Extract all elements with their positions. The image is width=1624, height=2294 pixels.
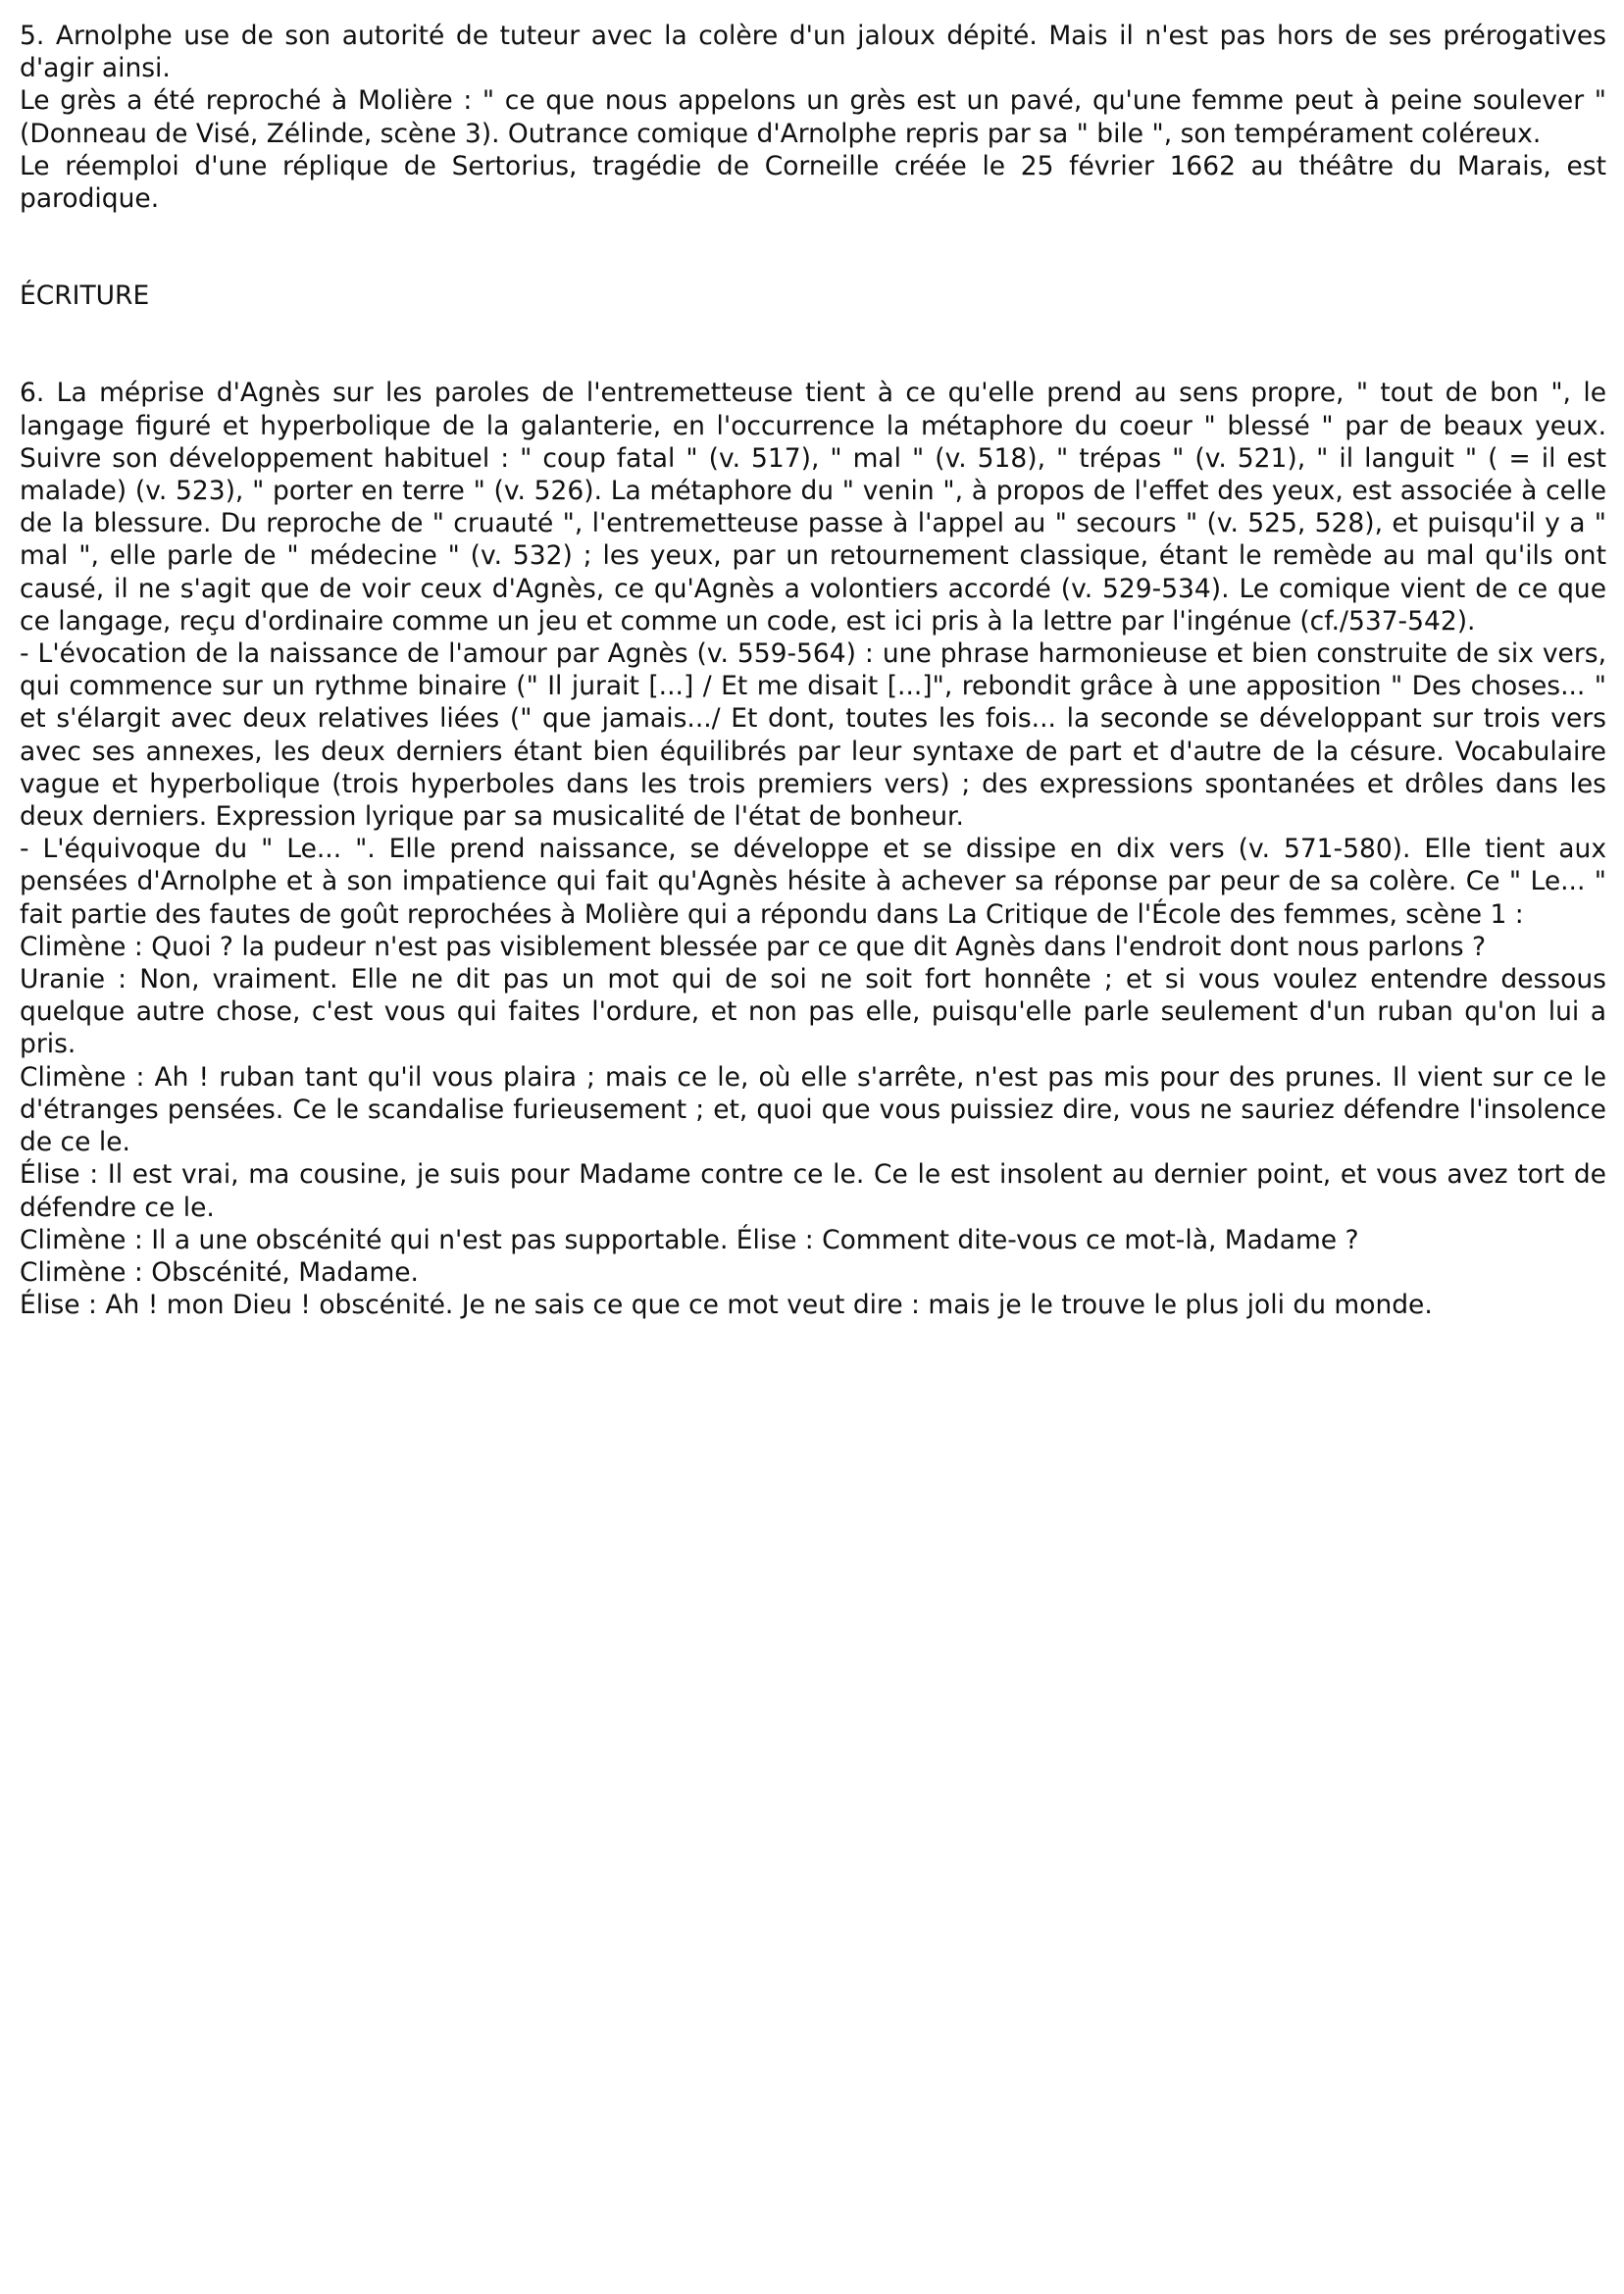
section5-paragraph-3: Le réemploi d'une réplique de Sertorius, tragédie de Corneille créée le 25 février 1662 au théâtre du Marais, est parodique. [20,150,1606,215]
section5-paragraph-2: Le grès a été reproché à Molière : " ce que nous appelons un grès est un pavé, qu'une femme peut à peine soulever " (Donneau de Visé, Zélinde, scène 3). Outrance comique d'Arnolphe repris par sa " bile ", son tempérament coléreux. [20,85,1606,149]
dialogue-line-climene-4: Climène : Obscénité, Madame. [20,1256,419,1288]
document-page [20,20,1606,1321]
section6-paragraph-1: 6. La méprise d'Agnès sur les paroles de l'entremetteuse tient à ce qu'elle prend au sens propre, " tout de bon ", le langage figuré et hyperbolique de la galanterie, en l'occurrence la métaphore du coeur " blessé " par de beaux yeux. Suivre son développement habituel : " coup fatal " (v. 517), " mal " (v. 518), " trépas " (v. 521), " il languit " ( = il est malade) (v. 523), " porter en terre " (v. 526). La métaphore du " venin ", à propos de l'effet des yeux, est associée à celle de la blessure. Du reproche de " cruauté ", l'entremetteuse passe à l'appel au " secours " (v. 525, 528), et puisqu'il y a " mal ", elle parle de " médecine " (v. 532) ; les yeux, par un retournement classique, étant le remède au mal qu'ils ont causé, il ne s'agit que de voir ceux d'Agnès, ce qu'Agnès a volontiers accordé (v. 529-534). Le comique vient de ce que ce langage, reçu d'ordinaire comme un jeu et comme un code, est ici pris à la lettre par l'ingénue (cf./537-542). [20,378,1606,637]
dialogue-line-climene-3: Climène : Il a une obscénité qui n'est pas supportable. Élise : Comment dite-vous ce mot-là, Madame ? [20,1224,1359,1255]
dialogue-line-climene-1: Climène : Quoi ? la pudeur n'est pas visiblement blessée par ce que dit Agnès dans l'endroit dont nous parlons ? [20,931,1487,962]
dialogue-line-elise-2: Élise : Ah ! mon Dieu ! obscénité. Je ne sais ce que ce mot veut dire : mais je le trouve le plus joli du monde. [20,1290,1433,1321]
section-heading: ÉCRITURE [20,280,150,312]
dialogue-line-elise-1: Élise : Il est vrai, ma cousine, je suis pour Madame contre ce le. Ce le est insolent au dernier point, et vous avez tort de défendre ce le. [20,1159,1606,1223]
section5-paragraph-1: 5. Arnolphe use de son autorité de tuteur avec la colère d'un jaloux dépité. Mais il n'est pas hors de ses prérogatives d'agir ainsi. [20,21,1606,84]
dialogue-line-uranie: Uranie : Non, vraiment. Elle ne dit pas un mot qui de soi ne soit fort honnête ; et si vous voulez entendre dessous quelque autre chose, c'est vous qui faites l'ordure, et non pas elle, puisqu'elle parle seulement d'un ruban qu'on lui a pris. [20,964,1606,1060]
section6-paragraph-3: - L'équivoque du " Le... ". Elle prend naissance, se développe et se dissipe en dix vers (v. 571-580). Elle tient aux pensées d'Arnolphe et à son impatience qui fait qu'Agnès hésite à achever sa réponse par peur de sa colère. Ce " Le... " fait partie des fautes de goût reprochées à Molière qui a répondu dans La Critique de l'École des femmes, scène 1 : [20,834,1606,930]
dialogue-line-climene-2: Climène : Ah ! ruban tant qu'il vous plaira ; mais ce le, où elle s'arrête, n'est pas mis pour des prunes. Il vient sur ce le d'étranges pensées. Ce le scandalise furieusement ; et, quoi que vous puissiez dire, vous ne sauriez défendre l'insolence de ce le. [20,1061,1606,1158]
section6-paragraph-2: - L'évocation de la naissance de l'amour par Agnès (v. 559-564) : une phrase harmonieuse et bien construite de six vers, qui commence sur un rythme binaire (" Il jurait [...] / Et me disait [...]", rebondit grâce à une apposition " Des choses... " et s'élargit avec deux relatives liées (" que jamais.../ Et dont, toutes les fois... la seconde se développant sur trois vers avec ses annexes, les deux derniers étant bien équilibrés par leur syntaxe de part et d'autre de la césure. Vocabulaire vague et hyperbolique (trois hyperboles dans les trois premiers vers) ; des expressions spontanées et drôles dans les deux derniers. Expression lyrique par sa musicalité de l'état de bonheur. [20,638,1606,833]
spacer [20,312,1606,377]
spacer [20,215,1606,280]
